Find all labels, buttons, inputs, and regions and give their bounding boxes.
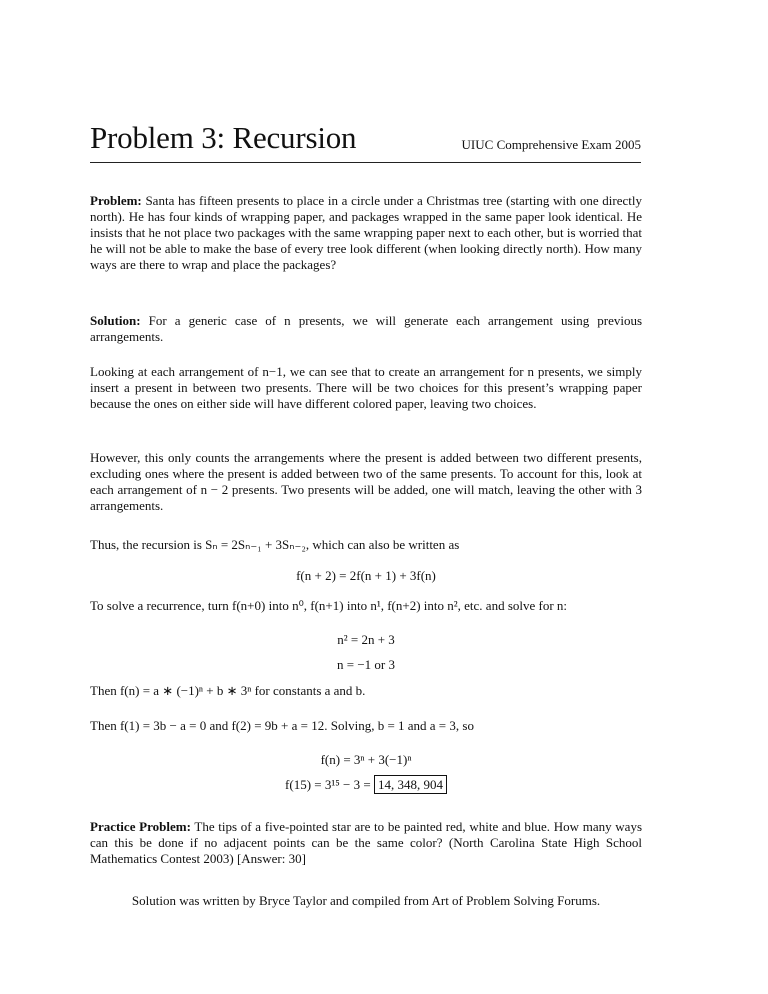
problem-text: Santa has fifteen presents to place in a circle under a Christmas tree (starting with one directly north). He has four kinds of wrapping paper, and packages wrapped in the same paper look identical. He insists that he not place two packages with the same wrapping paper next to each other, but is worried that he will not be able to make the base of every tree look different (when looking directly north). How many ways are there to wrap and place the packages? xyxy=(90,193,643,272)
boxed-answer: 14, 348, 904 xyxy=(374,775,447,794)
equation-roots: n = −1 or 3 xyxy=(337,657,395,672)
paragraph-general-form: Then f(n) = a ∗ (−1)ⁿ + b ∗ 3ⁿ for constants a and b. xyxy=(90,683,366,698)
paragraph-recursion: Thus, the recursion is Sₙ = 2Sₙ₋₁ + 3Sₙ₋₂, which can also be written as xyxy=(90,537,460,552)
author-credit: Solution was written by Bryce Taylor and compiled from Art of Problem Solving Forums. xyxy=(131,893,601,908)
final-answer-lhs: f(15) = 3¹⁵ − 3 = xyxy=(285,777,371,792)
paragraph-initial-conditions: Then f(1) = 3b − a = 0 and f(2) = 9b + a = 12. Solving, b = 1 and a = 3, so xyxy=(90,718,474,733)
solution-intro xyxy=(90,313,642,345)
practice-problem xyxy=(90,819,642,867)
equation-recurrence: f(n + 2) = 2f(n + 1) + 3f(n) xyxy=(296,568,436,583)
page-header xyxy=(90,118,641,163)
paragraph-solve-recurrence: To solve a recurrence, turn f(n+0) into n⁰, f(n+1) into n¹, f(n+2) into n², etc. and solve for n: xyxy=(90,598,568,613)
paragraph-same-presents: However, this only counts the arrangements where the present is added between two different presents, excluding ones where the present is added between two of the same presents. To account for this, look at each arrangement of n − 2 presents. Two presents will be added, one will match, leaving the other with 3 arrangements. xyxy=(90,450,642,513)
equation-closed-form: f(n) = 3ⁿ + 3(−1)ⁿ xyxy=(320,752,412,767)
problem-statement xyxy=(90,193,642,273)
problem-label: Problem: xyxy=(90,193,142,208)
exam-source: UIUC Comprehensive Exam 2005 xyxy=(461,137,641,152)
equation-final-answer xyxy=(90,777,642,793)
page-title: Problem 3: Recursion xyxy=(90,120,357,155)
practice-label: Practice Problem: xyxy=(90,819,191,834)
equation-characteristic: n² = 2n + 3 xyxy=(337,632,395,647)
solution-label: Solution: xyxy=(90,313,141,328)
practice-text: The tips of a five-pointed star are to be painted red, white and blue. How many ways can this be done if no adjacent points can be the same color? (North Carolina State High School Mathematics Contest 2003) [Answer: 30] xyxy=(90,819,643,866)
paragraph-insert-present: Looking at each arrangement of n−1, we can see that to create an arrangement for n presents, we simply insert a present in between two presents. There will be two choices for this present’s wrapping paper because the ones on either side will have different colored paper, leaving two choices. xyxy=(90,364,642,411)
solution-text: For a generic case of n presents, we will generate each arrangement using previous arrangements. xyxy=(90,313,643,344)
